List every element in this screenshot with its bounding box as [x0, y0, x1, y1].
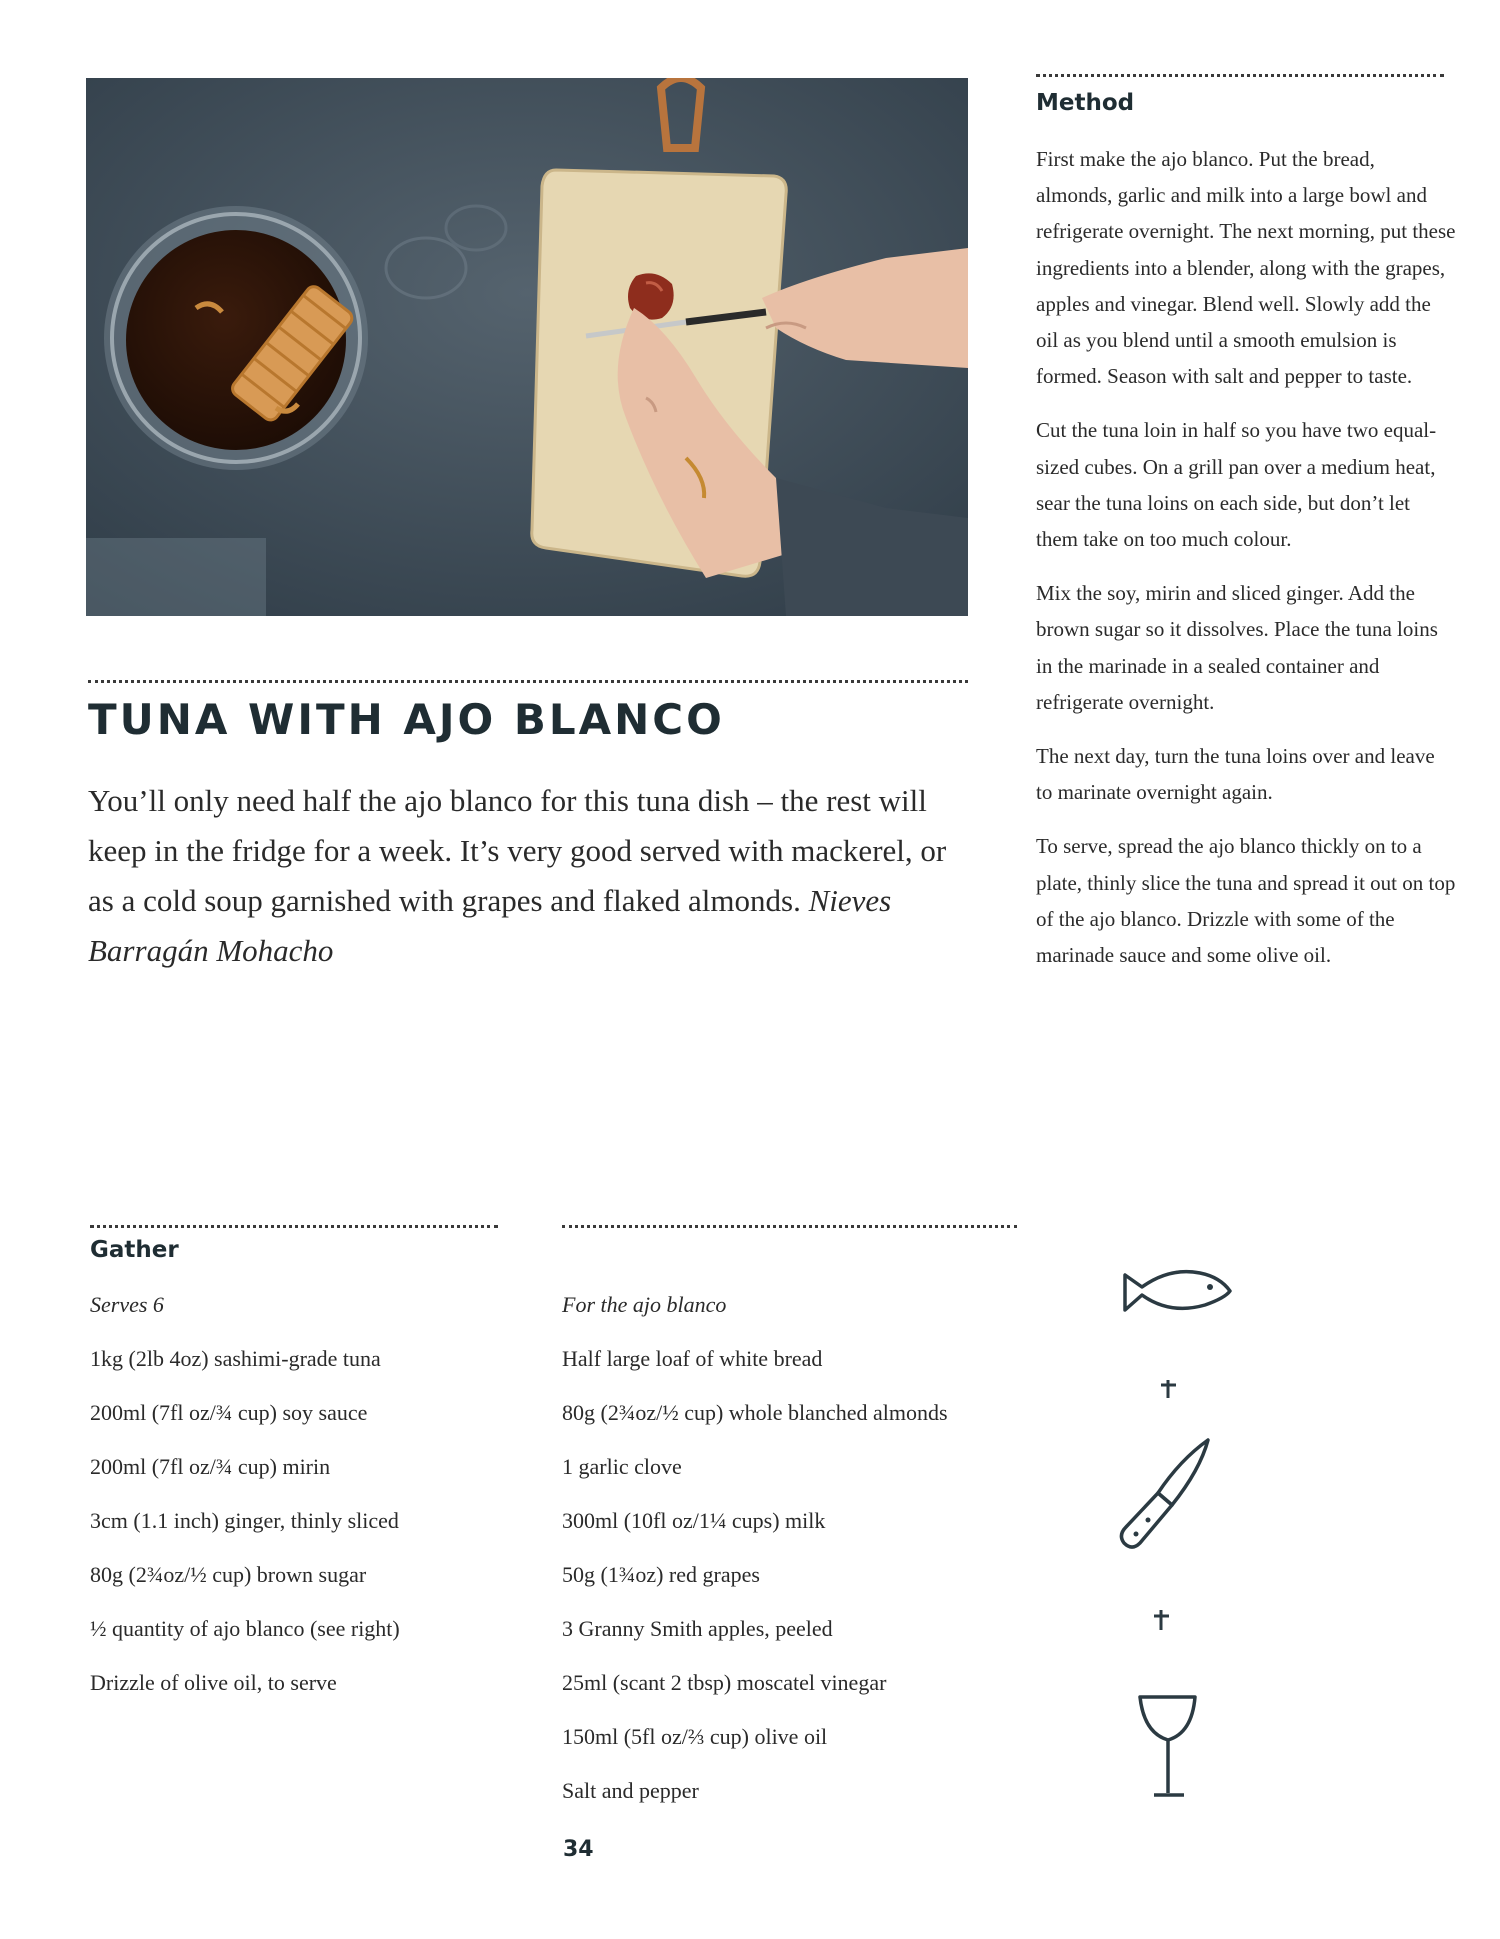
- ingredient-item: 150ml (5fl oz/⅔ cup) olive oil: [562, 1724, 828, 1749]
- recipe-photo: [86, 78, 968, 616]
- recipe-title: TUNA WITH AJO BLANCO: [88, 695, 725, 744]
- ingredient-item: 80g (2¾oz/½ cup) whole blanched almonds: [562, 1400, 948, 1425]
- wine-glass-icon: [1140, 1697, 1195, 1795]
- ingredient-item: 200ml (7fl oz/¾ cup) mirin: [90, 1454, 331, 1479]
- plus-icon: [1154, 1610, 1169, 1630]
- method-step: Cut the tuna loin in half so you have two equal-sized cubes. On a grill pan over a medium heat, sear the tuna loins on each side, but don’t let them take on too much colour.: [1036, 418, 1437, 552]
- ajo-blanco-subheading: For the ajo blanco: [562, 1292, 727, 1317]
- ingredient-item: 80g (2¾oz/½ cup) brown sugar: [90, 1562, 367, 1587]
- ajo-blanco-divider: [562, 1225, 1017, 1228]
- ingredient-item: 300ml (10fl oz/1¼ cups) milk: [562, 1508, 826, 1533]
- method-step: To serve, spread the ajo blanco thickly on to a plate, thinly slice the tuna and spread it out on top of the ajo blanco. Drizzle with some of the marinade sauce and some olive oil.: [1036, 834, 1456, 968]
- gather-heading: Gather: [90, 1237, 179, 1263]
- title-divider: [88, 680, 968, 683]
- method-text: [1036, 141, 1456, 991]
- page-number: 34: [563, 1837, 594, 1862]
- ingredient-item: 1kg (2lb 4oz) sashimi-grade tuna: [90, 1346, 381, 1371]
- recipe-intro: [88, 776, 968, 976]
- ingredient-item: ½ quantity of ajo blanco (see right): [90, 1616, 400, 1641]
- serves-label: Serves 6: [90, 1292, 164, 1317]
- gather-divider: [90, 1225, 498, 1228]
- method-step: The next day, turn the tuna loins over and leave to marinate overnight again.: [1036, 744, 1435, 805]
- knife-icon: [1121, 1440, 1208, 1547]
- ingredient-item: Drizzle of olive oil, to serve: [90, 1670, 337, 1695]
- ingredient-item: 25ml (scant 2 tbsp) moscatel vinegar: [562, 1670, 887, 1695]
- plus-icon: [1161, 1380, 1176, 1398]
- method-divider: [1036, 74, 1444, 77]
- method-step: First make the ajo blanco. Put the bread, almonds, garlic and milk into a large bowl and refrigerate overnight. The next morning, put these ingredients into a blender, along with the grapes, apples and vinegar. Blend well. Slowly add the oil as you blend until a smooth emulsion is formed. Season with salt and pepper to taste.: [1036, 147, 1456, 389]
- fish-icon: [1125, 1272, 1230, 1310]
- ingredient-item: Salt and pepper: [562, 1778, 699, 1803]
- intro-text: You’ll only need half the ajo blanco for this tuna dish – the rest will keep in the fridge for a week. It’s very good served with mackerel, or as a cold soup garnished with grapes and flaked almonds.: [88, 783, 947, 918]
- ingredient-item: 50g (1¾oz) red grapes: [562, 1562, 760, 1587]
- method-step: Mix the soy, mirin and sliced ginger. Add the brown sugar so it dissolves. Place the tuna loins in the marinade in a sealed container and refrigerate overnight.: [1036, 581, 1438, 714]
- ingredient-item: 200ml (7fl oz/¾ cup) soy sauce: [90, 1400, 368, 1425]
- method-heading: Method: [1036, 90, 1135, 116]
- ingredient-list-tuna: [90, 1290, 400, 1722]
- icon-column: [1100, 1255, 1250, 1805]
- author-name: Nieves Barragán Mohacho: [88, 883, 892, 968]
- ingredient-list-ajo-blanco: [562, 1290, 948, 1830]
- ingredient-item: 3cm (1.1 inch) ginger, thinly sliced: [90, 1508, 399, 1533]
- ingredient-item: Half large loaf of white bread: [562, 1346, 823, 1371]
- ingredient-item: 3 Granny Smith apples, peeled: [562, 1616, 833, 1641]
- ingredient-item: 1 garlic clove: [562, 1454, 682, 1479]
